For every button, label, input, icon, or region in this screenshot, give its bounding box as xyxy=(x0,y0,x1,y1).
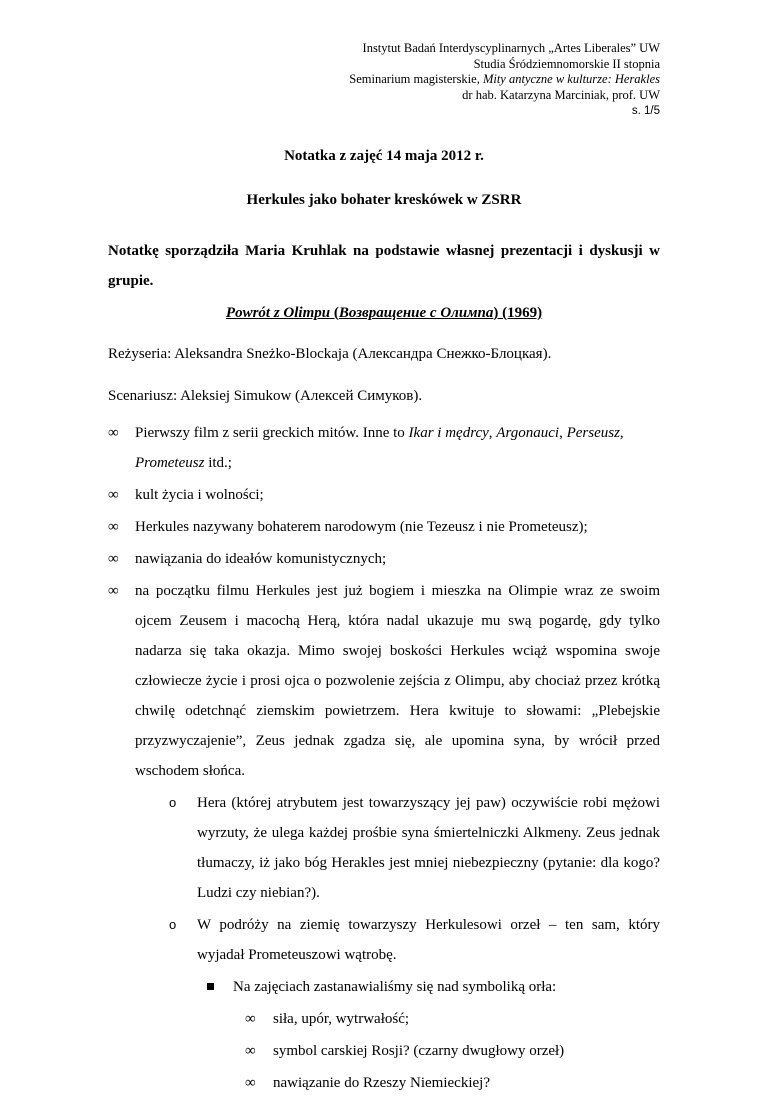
film-year: ) (1969) xyxy=(493,305,543,321)
sub-list-item xyxy=(169,910,660,970)
sub-sub-list-item xyxy=(205,972,660,1002)
infinity-bullet-icon: ∞ xyxy=(245,1075,256,1091)
direction-line: Reżyseria: Aleksandra Sneżko-Blockaja (Александра Снежко-Блоцкая). xyxy=(108,346,552,362)
list-item-text: Herkules nazywany bohaterem narodowym (nie Tezeusz i nie Prometeusz); xyxy=(135,519,588,535)
circle-bullet-icon: o xyxy=(169,917,177,932)
header-lecturer: dr hab. Katarzyna Marciniak, prof. UW xyxy=(462,88,660,103)
list-item-text: Pierwszy film z serii greckich mitów. Inne to xyxy=(135,425,409,441)
list-item-text: kult życia i wolności; xyxy=(135,487,264,503)
bullet-list xyxy=(108,418,660,1100)
list-item-text: na początku filmu Herkules jest już bogiem i mieszka na Olimpie wraz ze swoim ojcem Zeusem i macochą Herą, która nadal ukazuje mu swą pogardę, gdy tylko nadarza się taka okazja. Mimo swojej boskości Herkules wciąż wspomina swoje człowiecze życie i prosi ojca o pozwolenie zejścia z Olimpu, aby chociaż przez krótką chwilę odetchnąć ziemskim powietrzem. Hera kwituje to słowami: „Plebejskie przyzwyczajenie”, Zeus jednak zgadza się, ale upomina syna, by wrócił przed wschodem słońca. xyxy=(135,583,660,779)
nested-list-item-text: siła, upór, wytrwałość; xyxy=(273,1011,410,1027)
film-heading xyxy=(0,305,768,322)
document-title: Notatka z zajęć 14 maja 2012 r. xyxy=(284,148,484,164)
square-bullet-icon xyxy=(207,983,214,990)
nested-list-item xyxy=(245,1036,660,1066)
list-sep: , xyxy=(488,425,497,441)
list-item xyxy=(108,544,660,574)
sub-list-item-text: W podróży na ziemię towarzyszy Herkulesowi orzeł – ten sam, który wyjadał Prometeuszowi wątrobę. xyxy=(197,917,660,963)
nested-list-item-text: symbol carskiej Rosji? (czarny dwugłowy orzeł) xyxy=(273,1043,565,1059)
list-item xyxy=(108,480,660,510)
list-item-text: nawiązania do ideałów komunistycznych; xyxy=(135,551,387,567)
document-subtitle: Herkules jako bohater kreskówek w ZSRR xyxy=(246,192,522,208)
page-number: s. 1/5 xyxy=(631,104,660,117)
sub-sub-list-item-text: Na zajęciach zastanawialiśmy się nad symboliką orła: xyxy=(233,979,557,995)
film-ref: Prometeusz xyxy=(135,455,205,471)
film-ref: Argonauci xyxy=(496,425,560,441)
infinity-bullet-icon: ∞ xyxy=(108,583,119,599)
nested-list-item-text: nawiązanie do Rzeszy Niemieckiej? xyxy=(273,1075,490,1091)
header-seminar xyxy=(349,72,660,88)
script-line: Scenariusz: Aleksiej Simukow (Алексей Симуков). xyxy=(108,388,423,404)
infinity-bullet-icon: ∞ xyxy=(108,519,119,535)
nested-list-item xyxy=(245,1068,660,1098)
list-item xyxy=(108,512,660,542)
infinity-bullet-icon: ∞ xyxy=(245,1043,256,1059)
nested-list-item xyxy=(245,1004,660,1034)
film-russian-title: Возвращение с Олимпа xyxy=(338,305,494,321)
infinity-bullet-icon: ∞ xyxy=(245,1011,256,1027)
circle-bullet-icon: o xyxy=(169,795,177,810)
infinity-bullet-icon: ∞ xyxy=(108,551,119,567)
film-title: Powrót z Olimpu xyxy=(225,305,331,321)
list-sep: , xyxy=(619,425,624,441)
film-ref: Ikar i mędrcy xyxy=(408,425,489,441)
infinity-bullet-icon: ∞ xyxy=(108,487,119,503)
header-seminar-prefix: Seminarium magisterskie, xyxy=(349,72,483,87)
author-note: Notatkę sporządziła Maria Kruhlak na podstawie własnej prezentacji i dyskusji w grupie. xyxy=(108,243,660,289)
list-item xyxy=(108,576,660,786)
list-item xyxy=(108,418,660,478)
document-header xyxy=(349,41,660,120)
list-end: itd.; xyxy=(204,455,232,471)
list-sep: , xyxy=(559,425,567,441)
sub-list-item xyxy=(169,788,660,908)
header-studies: Studia Śródziemnomorskie II stopnia xyxy=(473,56,660,71)
film-open: ( xyxy=(330,305,339,321)
sub-list-item-text: Hera (której atrybutem jest towarzyszący jej paw) oczywiście robi mężowi wyrzuty, że ulega każdej prośbie syna śmiertelniczki Alkmeny. Zeus jednak tłumaczy, iż jako bóg Herakles jest mniej niebezpieczny (pytanie: dla kogo? Ludzi czy niebian?). xyxy=(197,795,660,901)
film-ref: Perseusz xyxy=(566,425,620,441)
header-seminar-title: Mity antyczne w kulturze: Herakles xyxy=(482,72,660,87)
infinity-bullet-icon: ∞ xyxy=(108,425,119,441)
header-institute: Instytut Badań Interdyscyplinarnych „Artes Liberales” UW xyxy=(362,41,660,55)
